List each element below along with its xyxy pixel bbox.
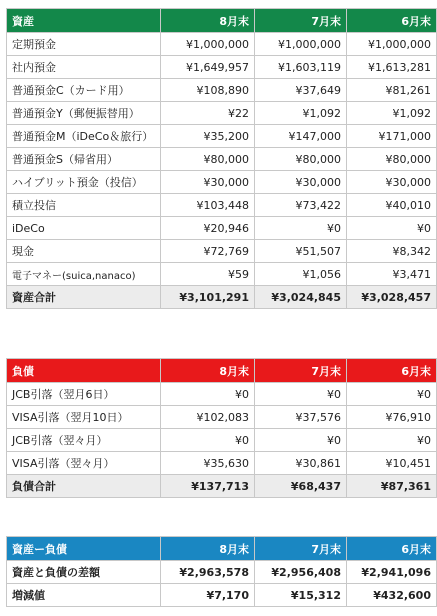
liabilities-total-label: 負債合計 xyxy=(7,475,161,498)
assets-cell-label: 普通預金C（カード用） xyxy=(7,79,161,102)
assets-cell-jul: ¥30,000 xyxy=(255,171,347,194)
assets-table xyxy=(6,8,437,309)
assets-cell-aug: ¥59 xyxy=(161,263,255,286)
assets-cell-label: 電子マネー(suica,nanaco) xyxy=(7,263,161,286)
assets-cell-jun: ¥1,000,000 xyxy=(347,33,437,56)
net-cell-label: 資産と負債の差額 xyxy=(7,561,161,584)
assets-row xyxy=(7,171,437,194)
assets-cell-jul: ¥51,507 xyxy=(255,240,347,263)
assets-cell-jul: ¥1,603,119 xyxy=(255,56,347,79)
assets-header-row xyxy=(7,9,437,33)
net-table xyxy=(6,536,437,607)
liabilities-total-jul: ¥68,437 xyxy=(255,475,347,498)
assets-row xyxy=(7,263,437,286)
liabilities-cell-aug: ¥0 xyxy=(161,429,255,452)
assets-cell-jun: ¥30,000 xyxy=(347,171,437,194)
assets-cell-label: 普通預金S（帰省用） xyxy=(7,148,161,171)
liabilities-cell-jun: ¥0 xyxy=(347,383,437,406)
net-header-aug: 8月末 xyxy=(161,537,255,561)
assets-cell-label: 定期預金 xyxy=(7,33,161,56)
net-header-jul: 7月末 xyxy=(255,537,347,561)
liabilities-cell-jul: ¥30,861 xyxy=(255,452,347,475)
assets-cell-label: ハイブリット預金（投信） xyxy=(7,171,161,194)
assets-total-row xyxy=(7,286,437,309)
assets-header-label: 資産 xyxy=(7,9,161,33)
assets-header-aug: 8月末 xyxy=(161,9,255,33)
net-row xyxy=(7,561,437,584)
net-cell-jun: ¥2,941,096 xyxy=(347,561,437,584)
liabilities-row xyxy=(7,406,437,429)
net-header-label: 資産ー負債 xyxy=(7,537,161,561)
net-cell-jun: ¥432,600 xyxy=(347,584,437,607)
liabilities-total-jun: ¥87,361 xyxy=(347,475,437,498)
assets-row xyxy=(7,102,437,125)
liabilities-cell-jun: ¥76,910 xyxy=(347,406,437,429)
assets-row xyxy=(7,148,437,171)
assets-cell-jun: ¥1,092 xyxy=(347,102,437,125)
net-header-jun: 6月末 xyxy=(347,537,437,561)
assets-cell-jul: ¥1,000,000 xyxy=(255,33,347,56)
assets-row xyxy=(7,240,437,263)
assets-cell-jun: ¥80,000 xyxy=(347,148,437,171)
assets-cell-aug: ¥22 xyxy=(161,102,255,125)
assets-cell-jun: ¥81,261 xyxy=(347,79,437,102)
assets-cell-label: 普通預金Y（郵便振替用） xyxy=(7,102,161,125)
liabilities-table xyxy=(6,358,437,498)
liabilities-total-row xyxy=(7,475,437,498)
assets-cell-aug: ¥1,649,957 xyxy=(161,56,255,79)
assets-cell-jun: ¥0 xyxy=(347,217,437,240)
assets-cell-aug: ¥108,890 xyxy=(161,79,255,102)
assets-cell-label: 積立投信 xyxy=(7,194,161,217)
liabilities-cell-aug: ¥0 xyxy=(161,383,255,406)
net-cell-jul: ¥2,956,408 xyxy=(255,561,347,584)
liabilities-header-aug: 8月末 xyxy=(161,359,255,383)
assets-total-jun: ¥3,028,457 xyxy=(347,286,437,309)
assets-cell-jul: ¥80,000 xyxy=(255,148,347,171)
assets-row xyxy=(7,79,437,102)
assets-cell-aug: ¥20,946 xyxy=(161,217,255,240)
liabilities-header-row xyxy=(7,359,437,383)
liabilities-header-jul: 7月末 xyxy=(255,359,347,383)
liabilities-total-aug: ¥137,713 xyxy=(161,475,255,498)
assets-cell-aug: ¥72,769 xyxy=(161,240,255,263)
liabilities-cell-jun: ¥0 xyxy=(347,429,437,452)
net-cell-label: 増減値 xyxy=(7,584,161,607)
assets-cell-jun: ¥1,613,281 xyxy=(347,56,437,79)
assets-cell-aug: ¥35,200 xyxy=(161,125,255,148)
assets-header-jun: 6月末 xyxy=(347,9,437,33)
assets-cell-label: 現金 xyxy=(7,240,161,263)
assets-row xyxy=(7,217,437,240)
liabilities-cell-label: JCB引落（翌月6日） xyxy=(7,383,161,406)
liabilities-row xyxy=(7,383,437,406)
assets-cell-jul: ¥1,056 xyxy=(255,263,347,286)
assets-total-jul: ¥3,024,845 xyxy=(255,286,347,309)
liabilities-cell-aug: ¥35,630 xyxy=(161,452,255,475)
assets-cell-aug: ¥30,000 xyxy=(161,171,255,194)
assets-header-jul: 7月末 xyxy=(255,9,347,33)
assets-cell-jun: ¥40,010 xyxy=(347,194,437,217)
assets-cell-label: 社内預金 xyxy=(7,56,161,79)
assets-cell-jul: ¥37,649 xyxy=(255,79,347,102)
assets-row xyxy=(7,125,437,148)
assets-row xyxy=(7,56,437,79)
liabilities-header-jun: 6月末 xyxy=(347,359,437,383)
assets-cell-jun: ¥8,342 xyxy=(347,240,437,263)
liabilities-cell-jul: ¥0 xyxy=(255,383,347,406)
assets-cell-jun: ¥3,471 xyxy=(347,263,437,286)
liabilities-cell-jul: ¥37,576 xyxy=(255,406,347,429)
assets-cell-aug: ¥80,000 xyxy=(161,148,255,171)
assets-row xyxy=(7,194,437,217)
assets-cell-jul: ¥0 xyxy=(255,217,347,240)
liabilities-row xyxy=(7,452,437,475)
liabilities-row xyxy=(7,429,437,452)
assets-total-label: 資産合計 xyxy=(7,286,161,309)
net-cell-aug: ¥2,963,578 xyxy=(161,561,255,584)
assets-cell-label: 普通預金M（iDeCo＆旅行） xyxy=(7,125,161,148)
assets-total-aug: ¥3,101,291 xyxy=(161,286,255,309)
liabilities-cell-aug: ¥102,083 xyxy=(161,406,255,429)
assets-cell-label: iDeCo xyxy=(7,217,161,240)
liabilities-cell-jul: ¥0 xyxy=(255,429,347,452)
assets-cell-jun: ¥171,000 xyxy=(347,125,437,148)
assets-cell-aug: ¥103,448 xyxy=(161,194,255,217)
assets-cell-aug: ¥1,000,000 xyxy=(161,33,255,56)
assets-cell-jul: ¥147,000 xyxy=(255,125,347,148)
assets-cell-jul: ¥1,092 xyxy=(255,102,347,125)
net-row xyxy=(7,584,437,607)
net-cell-jul: ¥15,312 xyxy=(255,584,347,607)
liabilities-cell-label: JCB引落（翌々月） xyxy=(7,429,161,452)
liabilities-header-label: 負債 xyxy=(7,359,161,383)
net-header-row xyxy=(7,537,437,561)
liabilities-cell-label: VISA引落（翌月10日） xyxy=(7,406,161,429)
assets-row xyxy=(7,33,437,56)
assets-cell-jul: ¥73,422 xyxy=(255,194,347,217)
liabilities-cell-label: VISA引落（翌々月） xyxy=(7,452,161,475)
net-cell-aug: ¥7,170 xyxy=(161,584,255,607)
liabilities-cell-jun: ¥10,451 xyxy=(347,452,437,475)
